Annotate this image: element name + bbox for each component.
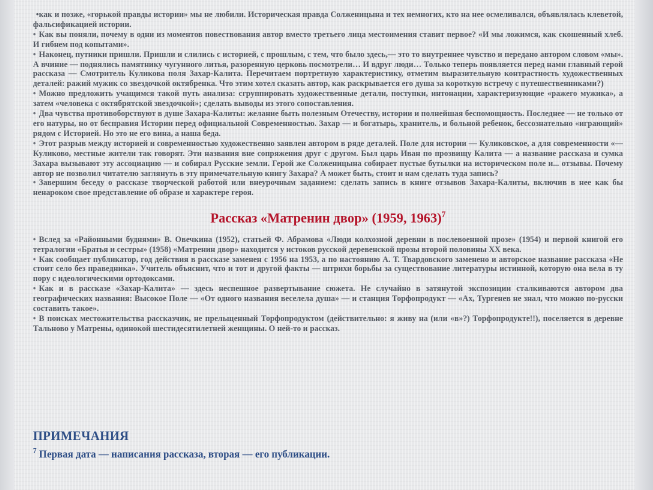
paragraph — [33, 178, 623, 198]
section-title — [33, 207, 623, 227]
bullet: • — [33, 178, 36, 188]
footnote-marker: 7 — [441, 210, 446, 220]
paragraph — [33, 89, 623, 109]
notes-text — [33, 445, 330, 461]
footnote-text: Первая дата — написания рассказа, вторая — его публикации. — [36, 449, 330, 461]
bullet: • — [33, 138, 36, 148]
footnote-marker: 7 — [33, 447, 37, 455]
paragraph — [33, 30, 623, 50]
paragraph — [33, 139, 623, 179]
paragraph-text: Как вы поняли, почему в одни из моментов повествования автор вместо третьего лица местоимения ставит первое? «И мы ложимся, как скошенный хлеб. И гибнем под копытами». — [33, 29, 623, 49]
paragraph-text: Как сообщает публикатор, год действия в рассказе заменен с 1956 на 1953, а по настоянию А. Т. Твардовского заменено и авторское название рассказа «Не стоит село без праведника». Учитель объяснит, что и тот и другой факты — штрихи борьбы за существование литературы истинной, которую она вела в ту пору с идеологическими ортодоксами. — [33, 254, 623, 284]
slide-left-edge — [0, 0, 14, 490]
paragraph — [33, 109, 623, 139]
slide-right-edge — [635, 0, 653, 490]
bullet: • — [33, 284, 36, 294]
bullet: • — [33, 234, 36, 244]
bottom-paragraphs — [33, 235, 623, 334]
paragraph-text: Можно предложить учащимся такой путь анализа: сгруппировать художественные детали, поступки, интонации, характеризующие «ражего мужика», а затем «человека с октябрятской звездочкой»; сделать выводы из этого сопоставления. — [33, 89, 623, 109]
paragraph — [33, 284, 623, 314]
paragraph — [33, 235, 623, 255]
paragraph-text: Завершим беседу о рассказе творческой работой или внеурочным заданием: сделать запись в книге отзывов Захара-Калиты, включив в нее как бы ненароком свое представление об образе и характере героя. — [33, 178, 623, 198]
paragraph-text: Как и в рассказе «Захар-Калита» — здесь неспешное развертывание сюжета. Не случайно в затянутой экспозиции сталкиваются автором два географических названия: Высокое Поле — «От одного названия веселела душа» — и станция Торфопродукт — «Ах, Тургенев не знал, что можно по-русски составить такое». — [33, 284, 623, 314]
bullet: • — [33, 29, 36, 39]
section-title-text: Рассказ «Матренин двор» (1959, 1963) — [210, 210, 442, 226]
paragraph-text: В поисках местожительства рассказчик, не прельщенный Торфопродуктом (действительно: я живу на (или «в»?) Торфопродукте!!), поселяется в деревне Тальново у Матрены, одинокой шестидесятилетней женщины. О ней-то и рассказ. — [33, 313, 623, 333]
bullet: • — [33, 89, 36, 99]
paragraph-text: Вслед за «Районными буднями» В. Овечкина (1952), статьей Ф. Абрамова «Люди колхозной деревни в послевоенной прозе» (1954) и первой книгой его тетралогии «Братья и сестры» (1958) «Матренин двор» находится у истоков русской деревенской прозы второй половины XX века. — [33, 234, 623, 254]
paragraph-text: •как и позже, «горькой правды истории» мы не любили. Историческая правда Солженицына и тех немногих, кто на нее осмеливался, объявлялась клеветой, фальсификацией истории. — [33, 10, 623, 29]
paragraph-text: Этот разрыв между историей и современностью художественно заявлен автором в ряде деталей. Поле для истории — Куликовское, а для современности «— Куликово, местные жители так говорят. Эти названия вне сопряжения друг с другом. Был царь Иван по прозвищу Калита — а название рассказа и сумка Захара вызывают эту ассоциацию — и собирал Русские земли. Герой же Солженицына собирает пустые бутылки на историческом поле и... отзывы. Почему автор не позволил читателю заглянуть в эту примечательную книгу Захара? А может быть, стоит и нам сделать туда запись? — [33, 138, 623, 178]
bullet: • — [33, 313, 36, 323]
bullet: • — [33, 254, 36, 264]
bullet: • — [33, 49, 36, 59]
paragraph — [33, 10, 623, 30]
paragraph — [33, 314, 623, 334]
bullet: • — [33, 109, 36, 119]
body-text-block — [33, 10, 623, 334]
paragraph-text: Два чувства противоборствуют в душе Захара-Калиты: желание быть полезным Отечеству, истории и полнейшая беспомощность. Последнее — не только от его натуры, но от бесправия Истории перед официальной Современностью. Захар — и богатырь, хранитель, и больной ребенок, бессознательно «играющий» рядом с Историей. Но это не его вина, а наша беда. — [33, 109, 623, 138]
paragraph — [33, 50, 623, 90]
top-paragraphs — [33, 10, 623, 198]
paragraph — [33, 255, 623, 285]
paragraph-text: Наконец, путники пришли. Пришли и слились с историей, с прошлым, с тем, что было здесь,— это то внутреннее чувство и передано автором словом «мы». А вчиние — поднялись памятнику чугунного литья, разоренную церковь посмотрели… И вдруг люди… Только теперь появляется перед нами главный герой рассказа — Смотритель Куликова поля Захар-Калита. Перечитаем портретную характеристику, отметим выразительную контрастность художественных деталей: ражий мужик со звездочкой октябренка. Что этим хотел сказать автор, как раскрывается его душа за короткую встречу с путешественниками?) — [33, 49, 623, 89]
notes-heading: ПРИМЕЧАНИЯ — [33, 429, 129, 443]
